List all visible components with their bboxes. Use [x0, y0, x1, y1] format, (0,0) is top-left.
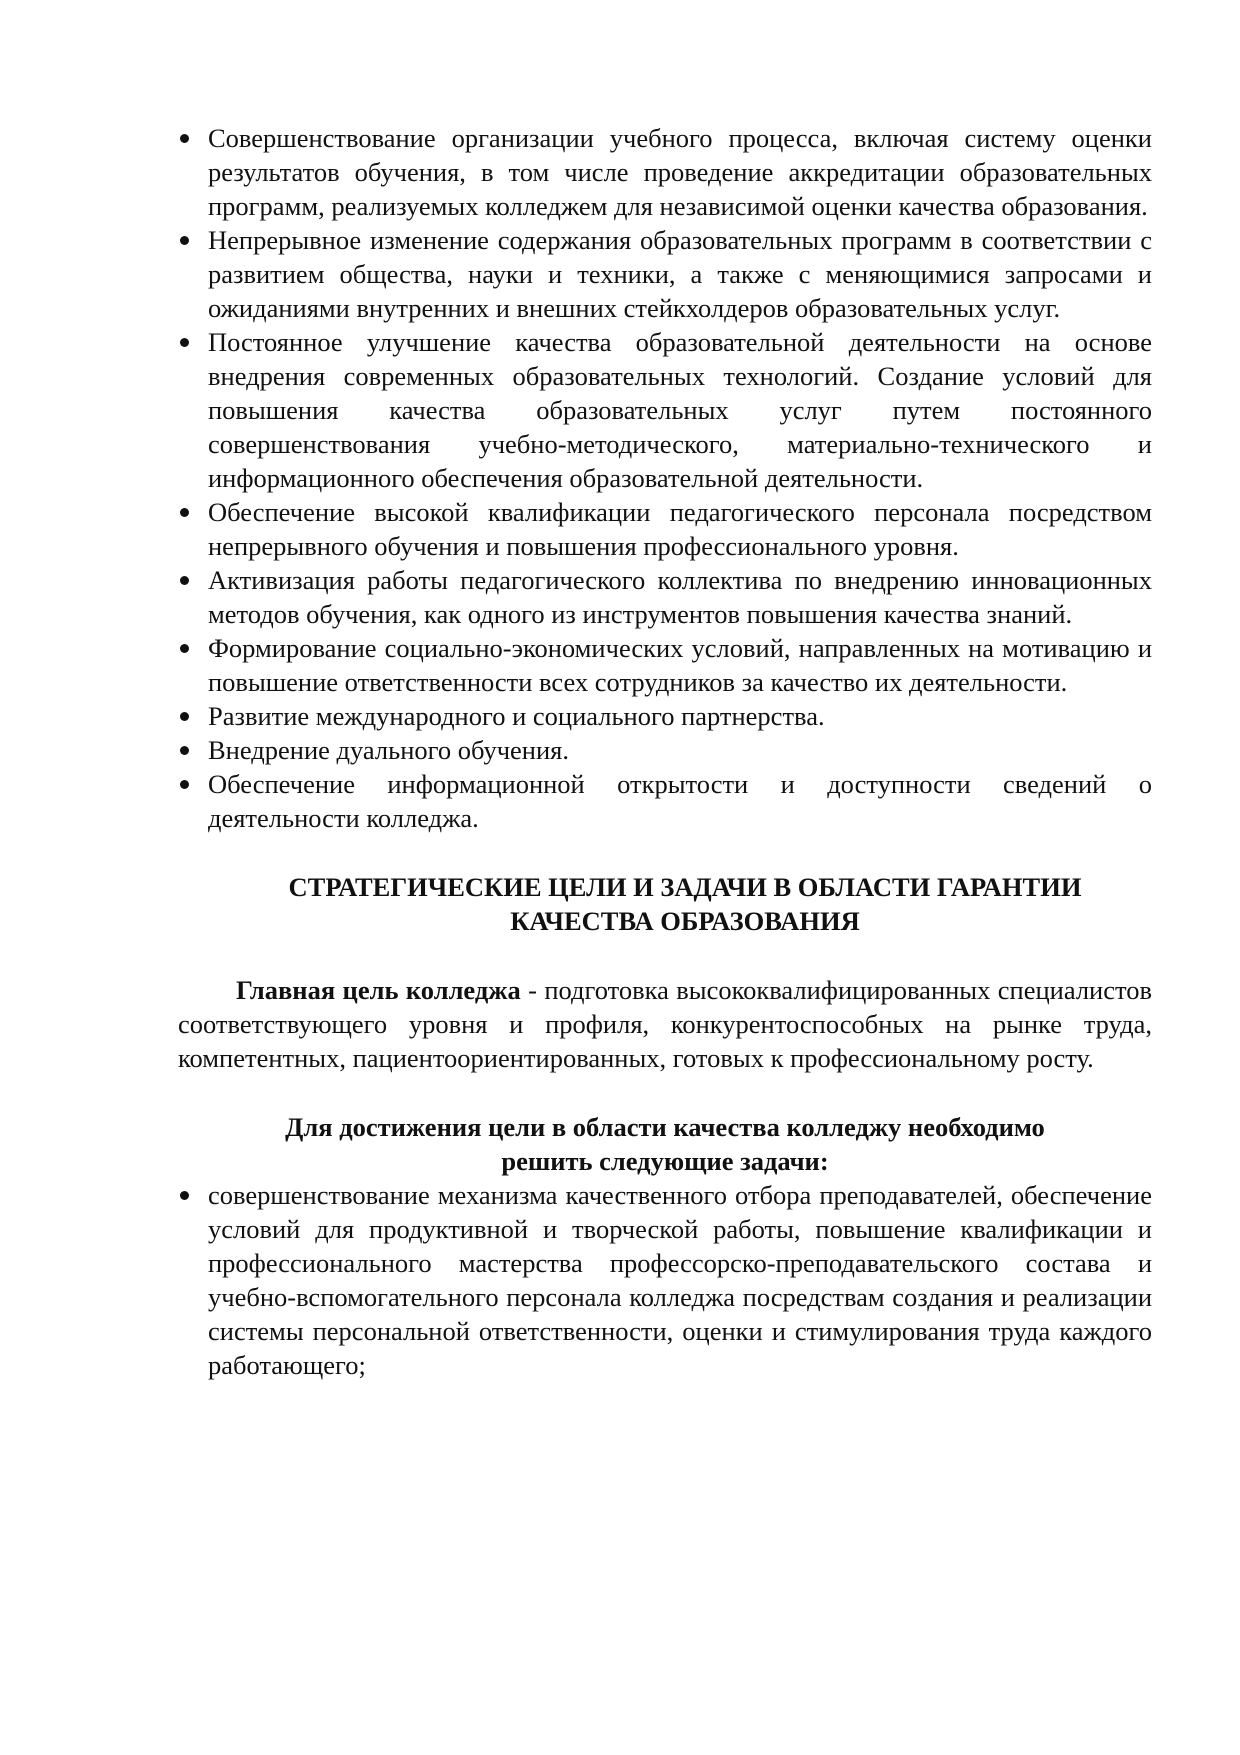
- list-item-text: Обеспечение информационной открытости и доступности сведений о деятельности колледжа.: [208, 769, 1152, 833]
- list-item: [178, 767, 1152, 835]
- list-item-text: Обеспечение высокой квалификации педагогического персонала посредством непрерывного обучения и повышения профессионального уровня.: [208, 497, 1152, 561]
- list-item-text: совершенствование механизма качественного отбора преподавателей, обеспечение условий для продуктивной и творческой работы, повышение квалификации и профессионального мастерства профессорско-преподавательского состава и учебно-вспомогательного персонала колледжа посредствам создания и реализации системы персональной ответственности, оценки и стимулирования труда каждого работающего;: [208, 1180, 1152, 1380]
- list-item: [178, 1178, 1152, 1382]
- list-item-text: Совершенствование организации учебного процесса, включая систему оценки результатов обучения, в том числе проведение аккредитации образовательных программ, реализуемых колледжем для независимой оценки качества образования.: [208, 123, 1152, 221]
- principles-list: [178, 121, 1152, 835]
- list-item-text: Развитие международного и социального партнерства.: [208, 701, 825, 731]
- list-item: [178, 563, 1152, 631]
- list-item: [178, 121, 1152, 223]
- list-item-text: Внедрение дуального обучения.: [208, 735, 569, 765]
- list-item: [178, 733, 1152, 767]
- main-goal-paragraph: [178, 973, 1152, 1075]
- bullet-icon: [180, 236, 189, 245]
- bullet-icon: [180, 746, 189, 755]
- main-goal-label: Главная цель колледжа: [236, 975, 521, 1005]
- section-heading-line2: КАЧЕСТВА ОБРАЗОВАНИЯ: [510, 906, 860, 936]
- list-item-text: Активизация работы педагогического коллектива по внедрению инновационных методов обучения, как одного из инструментов повышения качества знаний.: [208, 565, 1152, 629]
- main-goal-text: - подготовка высококвалифицированных специалистов соответствующего уровня и профиля, конкурентоспособных на рынке труда, компетентных, пациентоориентированных, готовых к профессиональному росту.: [178, 975, 1152, 1073]
- section-heading-line1: СТРАТЕГИЧЕСКИЕ ЦЕЛИ И ЗАДАЧИ В ОБЛАСТИ ГАРАНТИИ: [288, 872, 1082, 902]
- list-item-text: Формирование социально-экономических условий, направленных на мотивацию и повышение ответственности всех сотрудников за качество их деятельности.: [208, 633, 1152, 697]
- bullet-icon: [180, 134, 189, 143]
- page-content: [178, 121, 1152, 1382]
- list-item-text: Непрерывное изменение содержания образовательных программ в соответствии с развитием общества, науки и техники, а также с меняющимися запросами и ожиданиями внутренних и внешних стейкхолдеров образовательных услуг.: [208, 225, 1152, 323]
- bullet-icon: [180, 712, 189, 721]
- list-item: [178, 699, 1152, 733]
- tasks-heading: [178, 1110, 1152, 1178]
- bullet-icon: [180, 1191, 189, 1200]
- bullet-icon: [180, 644, 189, 653]
- tasks-heading-line1: Для достижения цели в области качества колледжу необходимо: [285, 1112, 1045, 1142]
- bullet-icon: [180, 780, 189, 789]
- tasks-heading-line2: решить следующие задачи:: [501, 1146, 829, 1176]
- tasks-list: [178, 1178, 1152, 1382]
- bullet-icon: [180, 508, 189, 517]
- list-item: [178, 325, 1152, 495]
- bullet-icon: [180, 338, 189, 347]
- bullet-icon: [180, 576, 189, 585]
- list-item: [178, 631, 1152, 699]
- list-item: [178, 223, 1152, 325]
- list-item-text: Постоянное улучшение качества образовательной деятельности на основе внедрения современных образовательных технологий. Создание условий для повышения качества образовательных услуг путем постоянного совершенствования учебно-методического, материально-технического и информационного обеспечения образовательной деятельности.: [208, 327, 1152, 493]
- section-heading: [178, 870, 1152, 938]
- list-item: [178, 495, 1152, 563]
